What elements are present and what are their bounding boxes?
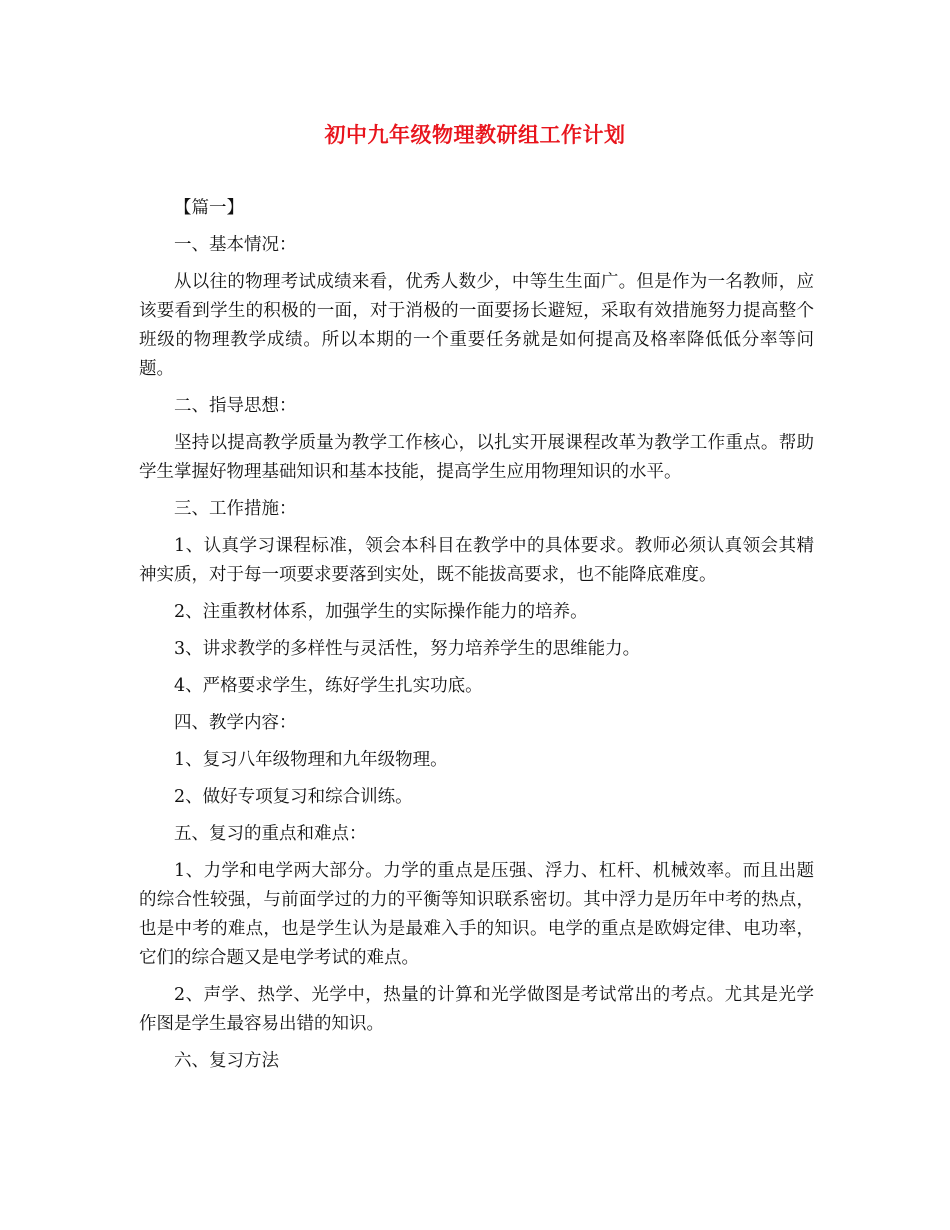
section-heading: 三、工作措施：	[174, 499, 297, 519]
document-body	[139, 194, 814, 1084]
document-title: 初中九年级物理教研组工作计划	[324, 122, 626, 147]
section-marker: 【篇一】	[174, 198, 244, 218]
section-heading: 四、教学内容：	[174, 713, 297, 733]
list-item: 2、做好专项复习和综合训练。	[174, 787, 413, 807]
section-heading: 六、复习方法	[174, 1051, 279, 1071]
list-item: 3、讲求教学的多样性与灵活性，努力培养学生的思维能力。	[174, 639, 641, 659]
section-heading: 二、指导思想：	[174, 396, 297, 416]
list-item: 1、力学和电学两大部分。力学的重点是压强、浮力、杠杆、机械效率。而且出题的综合性较强，与前面学过的力的平衡等知识联系密切。其中浮力是历年中考的热点，也是中考的难点，也是学生认为是最难入手的知识。电学的重点是欧姆定律、电功率，它们的综合题又是电学考试的难点。	[139, 861, 814, 968]
list-item: 1、认真学习课程标准，领会本科目在教学中的具体要求。教师必须认真领会其精神实质，对于每一项要求要落到实处，既不能拔高要求，也不能降底难度。	[139, 536, 814, 585]
section-heading: 五、复习的重点和难点：	[174, 824, 367, 844]
list-item: 2、注重教材体系，加强学生的实际操作能力的培养。	[174, 602, 588, 622]
body-paragraph: 从以往的物理考试成绩来看，优秀人数少，中等生生面广。但是作为一名教师，应该要看到学生的积极的一面，对于消极的一面要扬长避短，采取有效措施努力提高整个班级的物理教学成绩。所以本期的一个重要任务就是如何提高及格率降低低分率等问题。	[139, 272, 814, 379]
section-heading: 一、基本情况：	[174, 235, 297, 255]
list-item: 1、复习八年级物理和九年级物理。	[174, 750, 448, 770]
list-item: 4、严格要求学生，练好学生扎实功底。	[174, 676, 483, 696]
list-item: 2、声学、热学、光学中，热量的计算和光学做图是考试常出的考点。尤其是光学作图是学生最容易出错的知识。	[139, 985, 814, 1034]
body-paragraph: 坚持以提高教学质量为教学工作核心，以扎实开展课程改革为教学工作重点。帮助学生掌握好物理基础知识和基本技能，提高学生应用物理知识的水平。	[139, 433, 814, 482]
